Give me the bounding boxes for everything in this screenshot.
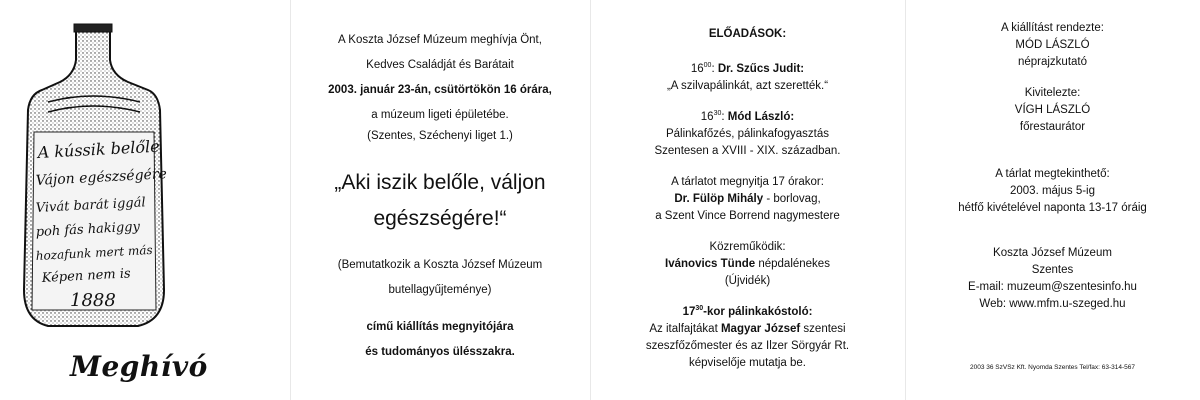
bottle-illustration bbox=[18, 20, 168, 335]
printer-credit: 2003 36 SzVSz Kft. Nyomda Szentes Tel/fax: 63-314-567 bbox=[969, 364, 1135, 371]
bottle-inscription-6: Képen nem is bbox=[41, 266, 132, 286]
invitation-title: Meghívó bbox=[70, 350, 208, 383]
invitation-line-2: Kedves Családját és Barátait bbox=[366, 59, 514, 71]
bottle-inscription-1: A kússik belőle bbox=[37, 136, 161, 162]
viewing-hours: hétfő kivételével naponta 13-17 óráig bbox=[958, 202, 1147, 214]
opener-line bbox=[590, 191, 905, 208]
lecture-1-time-minutes: 00 bbox=[703, 62, 712, 70]
opener-name: Dr. Fülöp Mihály bbox=[674, 193, 764, 205]
performer-name: Ivánovics Tünde bbox=[665, 258, 756, 270]
organizer-label: A kiállítást rendezte: bbox=[1001, 22, 1104, 34]
opener-role: - borlovag, bbox=[763, 193, 821, 205]
invitation-line-1: A Koszta József Múzeum meghívja Önt, bbox=[338, 34, 542, 46]
tasting-line-1a: Az italfajtákat bbox=[649, 323, 721, 335]
viewing-label: A tárlat megtekinthető: bbox=[995, 168, 1110, 180]
tasting-label: -kor pálinkakóstoló: bbox=[703, 306, 813, 318]
performer-city: (Újvidék) bbox=[724, 275, 771, 287]
museum-email: E-mail: muzeum@szentesinfo.hu bbox=[968, 281, 1137, 293]
exhibition-quote-line-1: „Aki iszik belőle, váljon bbox=[334, 171, 546, 194]
invitation-panel bbox=[290, 0, 590, 400]
opening-line: A tárlatot megnyitja 17 órakor: bbox=[671, 176, 824, 188]
lecture-1-title: „A szilvapálinkát, azt szerették.“ bbox=[666, 80, 829, 92]
lecture-2-title-2: Szentesen a XVIII - XIX. században. bbox=[654, 145, 841, 157]
lectures-heading: ELŐADÁSOK: bbox=[708, 28, 787, 40]
bottle-inscription-4: poh fás hakiggy bbox=[35, 219, 141, 240]
lecture-2-time: 16 bbox=[700, 111, 714, 123]
tasting-line-1 bbox=[590, 321, 905, 338]
viewing-until: 2003. május 5-ig bbox=[1009, 185, 1096, 197]
invitation-address: (Szentes, Széchenyi liget 1.) bbox=[367, 130, 513, 142]
closing-line-1: című kiállítás megnyitójára bbox=[366, 321, 514, 333]
lecture-2-speaker: Mód László: bbox=[727, 111, 795, 123]
tasting-heading bbox=[590, 304, 905, 321]
museum-city: Szentes bbox=[1031, 264, 1074, 276]
organizer-name: MÓD LÁSZLÓ bbox=[1015, 39, 1090, 51]
lecture-1-speaker: Dr. Szűcs Judit: bbox=[717, 63, 805, 75]
performer-role: népdalénekes bbox=[755, 258, 830, 270]
tasting-line-3: képviselője mutatja be. bbox=[689, 357, 806, 369]
tasting-time: 17 bbox=[682, 306, 696, 318]
bottle-panel bbox=[0, 0, 290, 400]
museum-name: Koszta József Múzeum bbox=[993, 247, 1112, 259]
performer-heading: Közreműködik: bbox=[709, 241, 786, 253]
bottle-inscription-2: Vájon egészségére bbox=[35, 166, 168, 189]
lecture-2-time-minutes: 30 bbox=[713, 110, 722, 118]
lecture-2-header: $16^{30}$: Mód László: bbox=[700, 110, 795, 123]
museum-website: Web: www.mfm.u-szeged.hu bbox=[979, 298, 1126, 310]
lectures-panel bbox=[590, 0, 905, 400]
performer-line bbox=[590, 256, 905, 273]
lecture-1-time: 16 bbox=[690, 63, 704, 75]
exhibition-note-2: butellagyűjteménye) bbox=[388, 284, 492, 296]
bottle-inscription-5: hozafunk mert más bbox=[35, 242, 153, 263]
executor-role: főrestaurátor bbox=[1019, 121, 1086, 133]
bottle-inscription-7: 1888 bbox=[70, 290, 116, 311]
tasting-line-2: szeszfőzőmester és az Ilzer Sörgyár Rt. bbox=[645, 340, 850, 352]
tasting-time-minutes: 30 bbox=[695, 305, 704, 313]
invitation-venue: a múzeum ligeti épületébe. bbox=[371, 109, 509, 121]
executor-label: Kivitelezte: bbox=[1024, 87, 1081, 99]
lecture-1-header: $16^{00}$: Dr. Szűcs Judit: bbox=[690, 62, 805, 75]
opener-title: a Szent Vince Borrend nagymestere bbox=[655, 210, 840, 222]
lecture-2-title-1: Pálinkafőzés, pálinkafogyasztás bbox=[665, 128, 829, 140]
executor-name: VÍGH LÁSZLÓ bbox=[1014, 104, 1091, 116]
tasting-presenter: Magyar József bbox=[720, 323, 801, 335]
bottle-inscription-3: Vivát barát iggál bbox=[35, 195, 146, 216]
exhibition-quote-line-2: egészségére!“ bbox=[373, 207, 507, 230]
closing-line-2: és tudományos ülésszakra. bbox=[365, 346, 515, 358]
organizer-role: néprajzkutató bbox=[1017, 56, 1088, 68]
invitation-date: 2003. január 23-án, csütörtökön 16 órára, bbox=[328, 84, 552, 96]
exhibition-note-1: (Bemutatkozik a Koszta József Múzeum bbox=[337, 259, 543, 271]
tasting-line-1b: szentesi bbox=[800, 323, 846, 335]
info-panel bbox=[905, 0, 1200, 400]
